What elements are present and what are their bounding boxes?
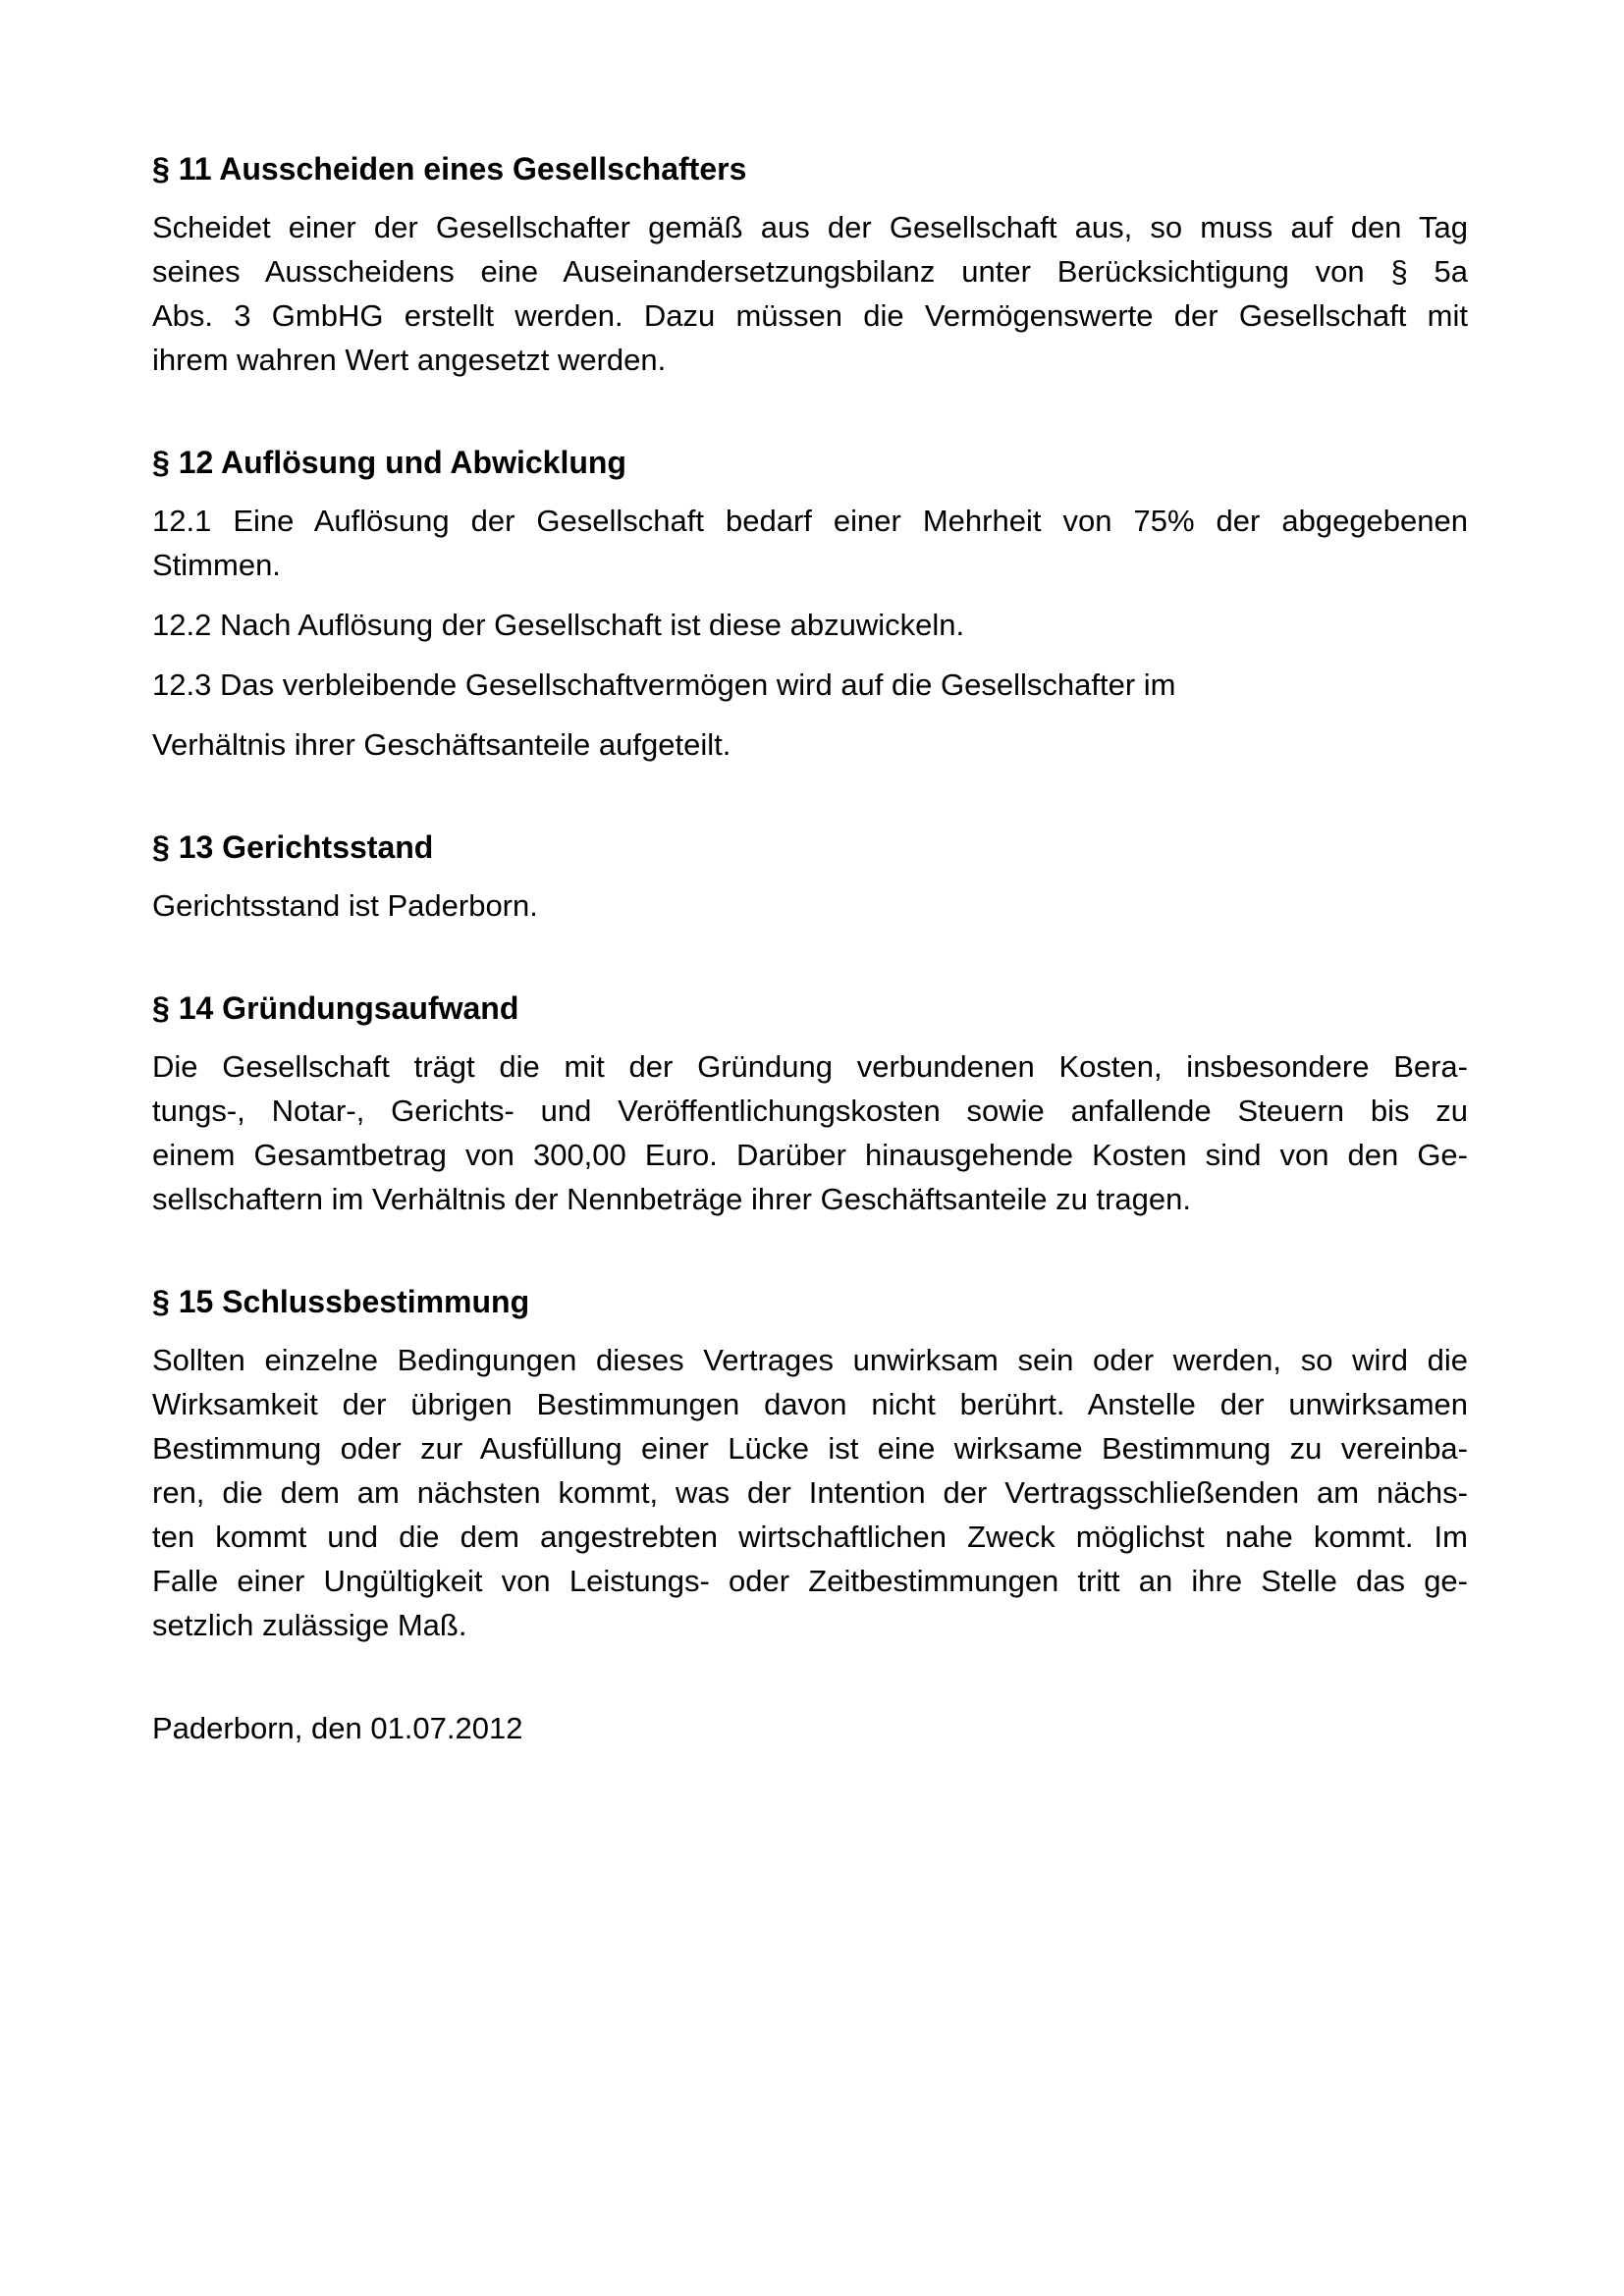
text-line: Stimmen. [152, 548, 281, 582]
text-line: Gerichtsstand ist Paderborn. [152, 888, 538, 923]
closing-date-line: Paderborn, den 01.07.2012 [152, 1711, 523, 1745]
paragraph [152, 1044, 1468, 1221]
paragraph [152, 603, 1468, 647]
text-line: Die Gesellschaft trägt die mit der Gründung verbundenen Kosten, insbesondere Bera- [152, 1049, 1468, 1084]
text-line: 12.2 Nach Auflösung der Gesellschaft ist diese abzuwickeln. [152, 608, 965, 642]
paragraph [152, 205, 1468, 382]
text-line: ihrem wahren Wert angesetzt werden. [152, 343, 667, 377]
section-12-heading: § 12 Auflösung und Abwicklung [152, 445, 626, 480]
paragraph [152, 883, 1468, 928]
text-line: Wirksamkeit der übrigen Bestimmungen davon nicht berührt. Anstelle der unwirksamen [152, 1387, 1468, 1421]
paragraph [152, 722, 1468, 767]
text-line: Verhältnis ihrer Geschäftsanteile aufgeteilt. [152, 727, 731, 762]
section-13 [152, 826, 1468, 928]
section-12 [152, 441, 1468, 767]
text-line: tungs-, Notar-, Gerichts- und Veröffentlichungskosten sowie anfallende Steuern bis zu [152, 1094, 1468, 1128]
section-15 [152, 1280, 1468, 1647]
section-11 [152, 147, 1468, 382]
text-line: ren, die dem am nächsten kommt, was der Intention der Vertragsschließenden am nächs- [152, 1475, 1468, 1510]
text-line: sellschaftern im Verhältnis der Nennbeträge ihrer Geschäftsanteile zu tragen. [152, 1182, 1192, 1216]
section-14-heading: § 14 Gründungsaufwand [152, 990, 519, 1026]
section-14 [152, 987, 1468, 1221]
text-line: einem Gesamtbetrag von 300,00 Euro. Darüber hinausgehende Kosten sind von den Ge- [152, 1138, 1468, 1172]
paragraph [152, 499, 1468, 587]
text-line: Falle einer Ungültigkeit von Leistungs- oder Zeitbestimmungen tritt an ihre Stelle das ge- [152, 1564, 1468, 1598]
text-line: Scheidet einer der Gesellschafter gemäß aus der Gesellschaft aus, so muss auf den Tag [152, 210, 1468, 244]
paragraph [152, 1338, 1468, 1647]
paragraph [152, 663, 1468, 707]
section-15-heading: § 15 Schlussbestimmung [152, 1284, 530, 1319]
text-line: Abs. 3 GmbHG erstellt werden. Dazu müssen die Vermögenswerte der Gesellschaft mit [152, 298, 1468, 333]
section-13-heading: § 13 Gerichtsstand [152, 829, 434, 865]
section-11-heading: § 11 Ausscheiden eines Gesellschafters [152, 151, 747, 187]
text-line: 12.1 Eine Auflösung der Gesellschaft bedarf einer Mehrheit von 75% der abgegebenen [152, 504, 1468, 538]
text-line: seines Ausscheidens eine Auseinandersetzungsbilanz unter Berücksichtigung von § 5a [152, 254, 1468, 289]
text-line: setzlich zulässige Maß. [152, 1608, 467, 1642]
text-line: ten kommt und die dem angestrebten wirtschaftlichen Zweck möglichst nahe kommt. Im [152, 1520, 1468, 1554]
text-line: Bestimmung oder zur Ausfüllung einer Lücke ist eine wirksame Bestimmung zu vereinba- [152, 1431, 1468, 1466]
text-line: 12.3 Das verbleibende Gesellschaftvermögen wird auf die Gesellschafter im [152, 667, 1176, 702]
text-line: Sollten einzelne Bedingungen dieses Vertrages unwirksam sein oder werden, so wird die [152, 1343, 1468, 1377]
